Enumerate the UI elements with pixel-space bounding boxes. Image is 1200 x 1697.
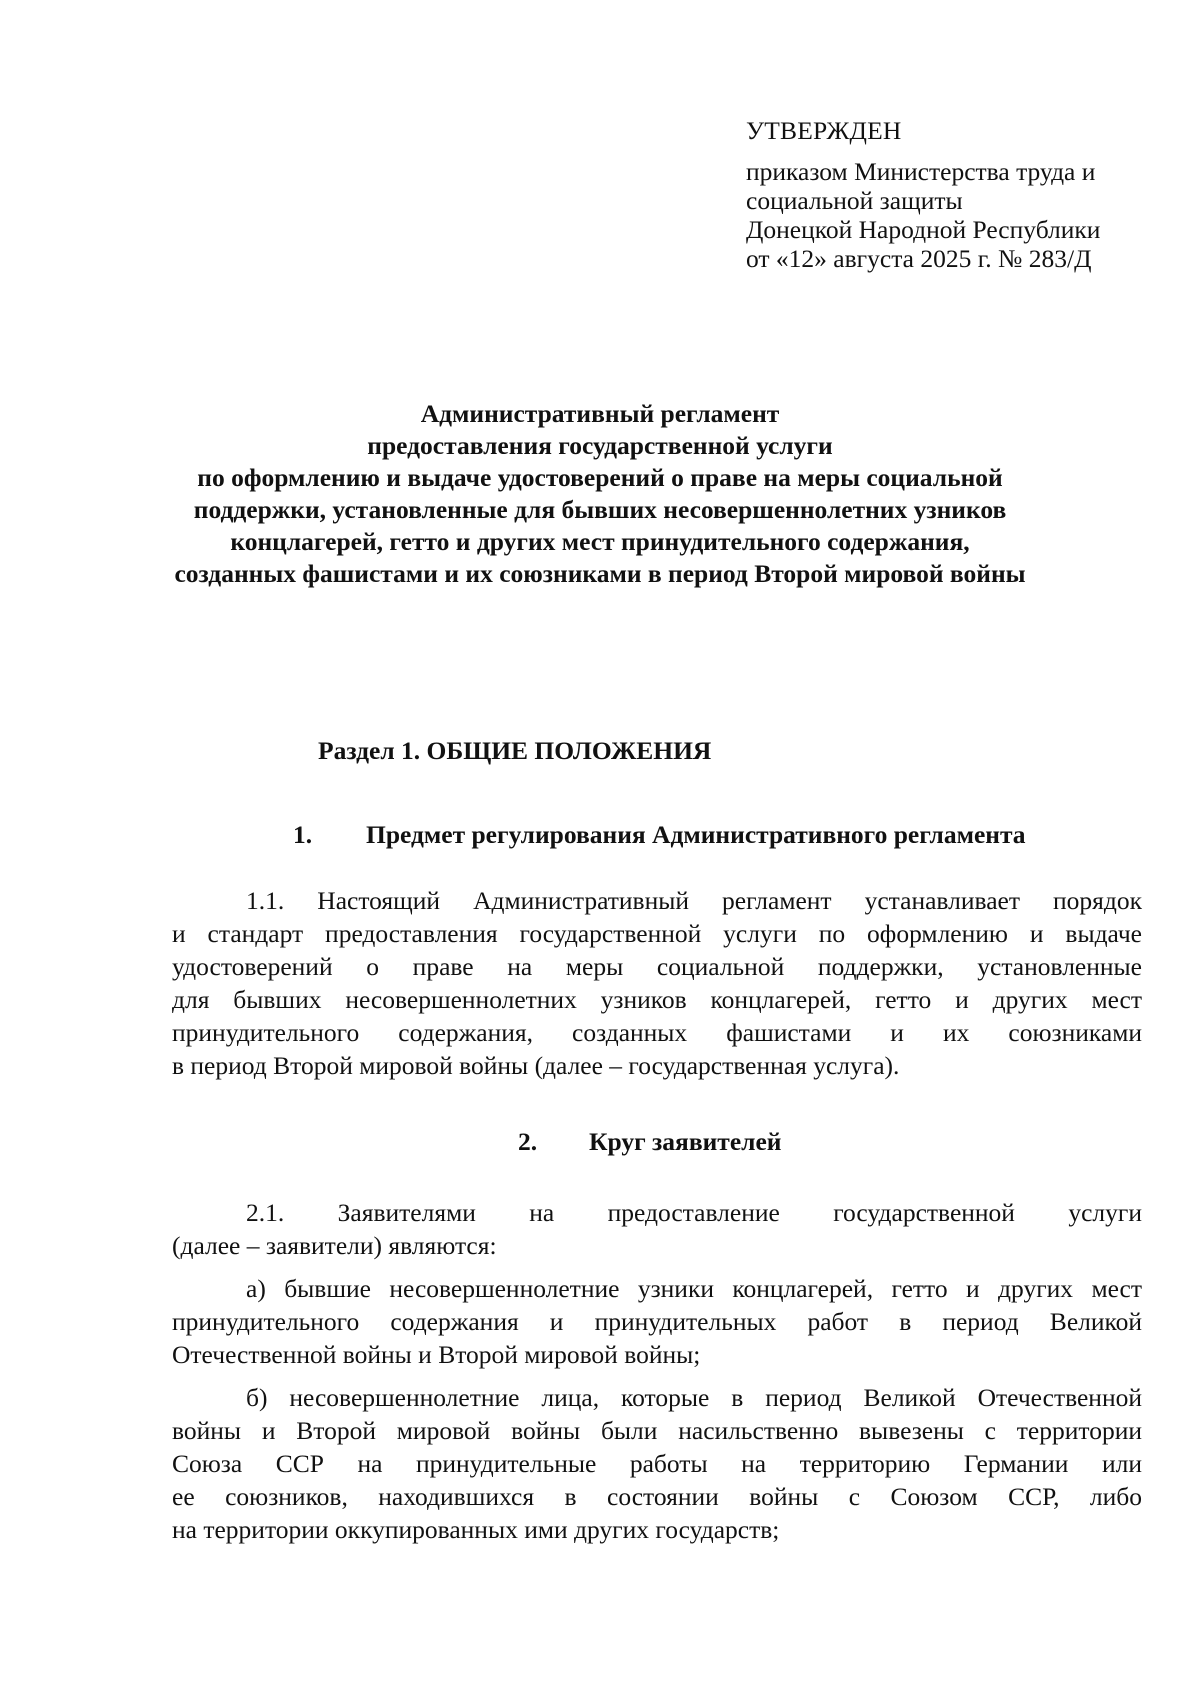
subsection-heading-1 (293, 818, 1026, 851)
title-line: предоставления государственной услуги (367, 431, 833, 460)
paragraph-line: удостоверений о праве на меры социальной поддержки, установленные (172, 952, 1142, 981)
approval-heading: УТВЕРЖДЕН (746, 116, 902, 145)
paragraph-line: (далее – заявители) являются: (172, 1231, 497, 1260)
paragraph-line: ее союзников, находившихся в состоянии войны с Союзом ССР, либо (172, 1482, 1142, 1511)
paragraph-1-1 (172, 884, 1142, 1082)
paragraph-line: войны и Второй мировой войны были насильственно вывезены с территории (172, 1416, 1142, 1445)
subsection-title: Предмет регулирования Административного регламента (366, 820, 1026, 849)
paragraph-line: и стандарт предоставления государственной услуги по оформлению и выдаче (172, 919, 1142, 948)
title-line: созданных фашистами и их союзниками в период Второй мировой войны (174, 559, 1026, 588)
document-title (100, 398, 1100, 590)
approval-block (746, 114, 1166, 273)
paragraph-line: а) бывшие несовершеннолетние узники концлагерей, гетто и других мест (246, 1274, 1142, 1303)
paragraph-line: в период Второй мировой войны (далее – государственная услуга). (172, 1051, 900, 1080)
title-line: по оформлению и выдаче удостоверений о праве на меры социальной (197, 463, 1003, 492)
section-heading: Раздел 1. ОБЩИЕ ПОЛОЖЕНИЯ (318, 736, 712, 765)
title-line: концлагерей, гетто и других мест принудительного содержания, (230, 527, 970, 556)
paragraph-a (172, 1272, 1142, 1371)
approval-line: от «12» августа 2025 г. № 283/Д (746, 244, 1092, 273)
paragraph-line: для бывших несовершеннолетних узников концлагерей, гетто и других мест (172, 985, 1142, 1014)
subsection-title: Круг заявителей (589, 1127, 782, 1156)
paragraph-line: Союза ССР на принудительные работы на территорию Германии или (172, 1449, 1142, 1478)
approval-line: приказом Министерства труда и (746, 157, 1096, 186)
subsection-number: 1. (293, 820, 313, 849)
paragraph-line: 1.1. Настоящий Административный регламент устанавливает порядок (246, 886, 1142, 915)
paragraph-b (172, 1381, 1142, 1546)
paragraph-line: 2.1. Заявителями на предоставление государственной услуги (246, 1198, 1142, 1227)
paragraph-line: Отечественной войны и Второй мировой войны; (172, 1340, 701, 1369)
subsection-heading-2 (518, 1125, 781, 1158)
paragraph-line: принудительного содержания и принудительных работ в период Великой (172, 1307, 1142, 1336)
paragraph-2-1 (172, 1196, 1142, 1262)
paragraph-line: б) несовершеннолетние лица, которые в период Великой Отечественной (246, 1383, 1142, 1412)
paragraph-line: на территории оккупированных ими других государств; (172, 1515, 780, 1544)
paragraph-line: принудительного содержания, созданных фашистами и их союзниками (172, 1018, 1142, 1047)
approval-line: социальной защиты (746, 186, 963, 215)
subsection-number: 2. (518, 1127, 538, 1156)
title-line: поддержки, установленные для бывших несовершеннолетних узников (193, 495, 1007, 524)
title-line: Административный регламент (420, 399, 780, 428)
approval-line: Донецкой Народной Республики (746, 215, 1101, 244)
